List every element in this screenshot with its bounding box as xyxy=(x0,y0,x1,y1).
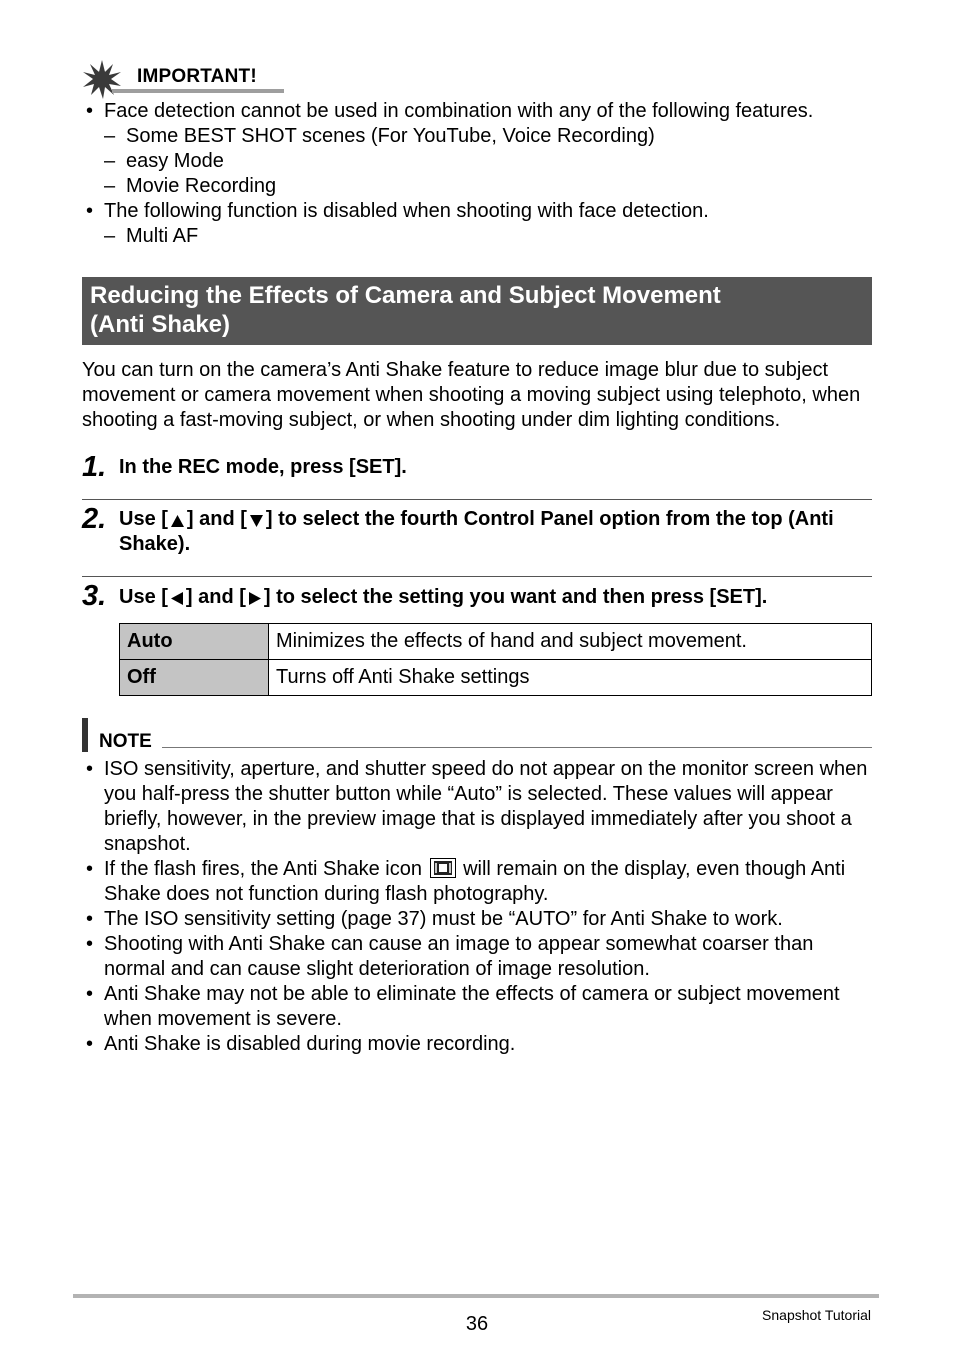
footer-section-name: Snapshot Tutorial xyxy=(762,1307,871,1323)
table-row xyxy=(120,624,872,660)
section-title: Reducing the Effects of Camera and Subject Movement (Anti Shake) xyxy=(82,277,872,345)
important-underline xyxy=(112,89,284,93)
left-arrow-icon xyxy=(170,591,184,606)
step-divider xyxy=(82,576,872,577)
list-item: – Movie Recording xyxy=(104,174,872,199)
list-item: • The ISO sensitivity setting (page 37) must be “AUTO” for Anti Shake to work. xyxy=(82,907,874,932)
important-burst-icon xyxy=(82,60,122,100)
note-rule xyxy=(162,747,872,748)
note-header xyxy=(82,718,872,754)
step-divider xyxy=(82,499,872,500)
option-key: Off xyxy=(120,660,269,696)
list-item: • Anti Shake may not be able to eliminate the effects of camera or subject movement when movement is severe. xyxy=(82,982,874,1032)
important-list xyxy=(82,99,872,249)
option-value: Minimizes the effects of hand and subject movement. xyxy=(269,624,872,660)
list-item: • Shooting with Anti Shake can cause an image to appear somewhat coarser than normal and can cause slight deterioration of image resolution. xyxy=(82,932,874,982)
step-3-number: 3. xyxy=(82,580,107,612)
right-arrow-icon xyxy=(248,591,262,606)
list-item: • Anti Shake is disabled during movie recording. xyxy=(82,1032,874,1057)
page-number: 36 xyxy=(465,1313,489,1335)
options-table xyxy=(119,623,872,696)
step-3-text: Use [ ] and [ ] to select the setting you want and then press [SET]. xyxy=(119,586,768,608)
option-key: Auto xyxy=(120,624,269,660)
list-item: – Some BEST SHOT scenes (For YouTube, Voice Recording) xyxy=(104,124,872,149)
list-item: – Multi AF xyxy=(104,224,872,249)
list-item: • ISO sensitivity, aperture, and shutter speed do not appear on the monitor screen when you half-press the shutter button while “Auto” is selected. These values will appear briefly, however, in the preview image that is displayed immediately after you shoot a snapshot. xyxy=(82,757,874,857)
table-row xyxy=(120,660,872,696)
step-1-number: 1. xyxy=(82,451,107,483)
list-item: • The following function is disabled when shooting with face detection. – Multi AF xyxy=(82,199,872,249)
anti-shake-icon xyxy=(430,858,456,878)
footer-rule xyxy=(73,1294,879,1298)
list-item: • Face detection cannot be used in combination with any of the following features. – Some BEST SHOT scenes (For YouTube, Voice Recording) – easy Mode – Movie Recording xyxy=(82,99,872,199)
important-header xyxy=(82,60,284,96)
important-label: IMPORTANT! xyxy=(137,66,257,87)
down-arrow-icon xyxy=(249,514,264,528)
note-label: NOTE xyxy=(99,731,152,752)
step-1-text: In the REC mode, press [SET]. xyxy=(119,456,407,478)
up-arrow-icon xyxy=(170,514,185,528)
list-item: – easy Mode xyxy=(104,149,872,174)
step-2-text: Use [ ] and [ ] to select the fourth Control Panel option from the top (Anti Shake). xyxy=(119,508,834,555)
option-value: Turns off Anti Shake settings xyxy=(269,660,872,696)
note-list xyxy=(82,757,874,1057)
note-bar xyxy=(82,718,88,752)
step-2-number: 2. xyxy=(82,503,107,535)
list-item: • If the flash fires, the Anti Shake icon will remain on the display, even though Anti Shake does not function during flash photography. xyxy=(82,857,874,907)
intro-paragraph: You can turn on the camera’s Anti Shake feature to reduce image blur due to subject movement or camera movement when shooting a moving subject using telephoto, when shooting a fast-moving subject, or when shooting under dim lighting conditions. xyxy=(82,359,861,431)
